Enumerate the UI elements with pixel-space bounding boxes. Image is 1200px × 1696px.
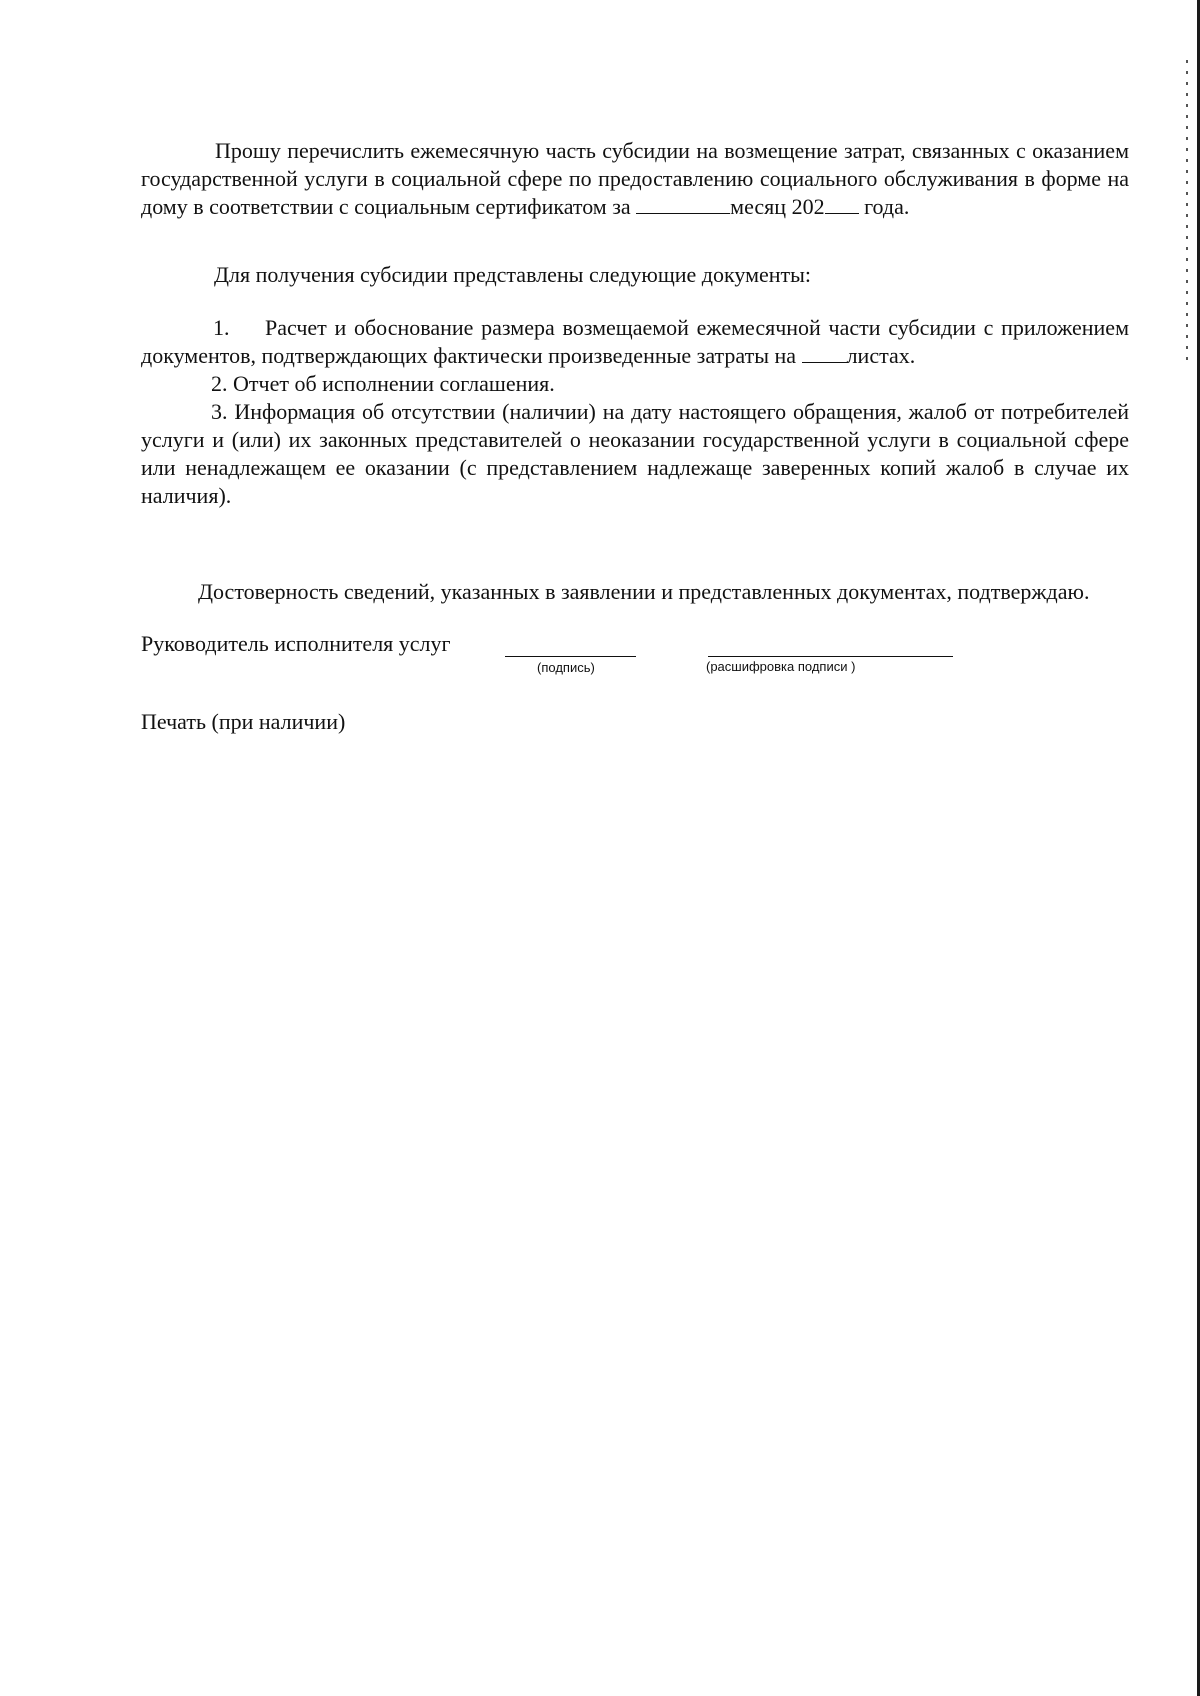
signature-decryption-caption: (расшифровка подписи ) <box>706 659 856 674</box>
signature-block <box>141 624 1129 680</box>
signature-caption: (подпись) <box>537 660 595 675</box>
list-item <box>141 314 1129 370</box>
month-blank <box>636 195 730 214</box>
certification-paragraph: Достоверность сведений, указанных в заявлении и представленных документах, подтверждаю. <box>198 579 1090 604</box>
scan-edge <box>1190 0 1200 1696</box>
sheets-blank <box>802 344 847 363</box>
list-item-number: 1. <box>213 315 230 340</box>
document-body <box>141 137 1129 736</box>
request-text-3: года. <box>858 194 910 219</box>
scan-edge-marks <box>1186 60 1188 360</box>
signature-label: Руководитель исполнителя услуг <box>141 631 451 656</box>
documents-heading: Для получения субсидии представлены следующие документы: <box>214 262 812 287</box>
list-item: 2. Отчет об исполнении соглашения. <box>211 371 555 396</box>
list-item-1-text-1: Расчет и обоснование размера возмещаемой ежемесячной части субсидии с приложением документов, подтверждающих фактически произведенные затраты на <box>141 315 1129 368</box>
signature-line <box>505 656 636 657</box>
year-blank <box>825 195 859 214</box>
stamp-note: Печать (при наличии) <box>141 709 346 734</box>
request-paragraph <box>141 137 1129 221</box>
list-item: 3. Информация об отсутствии (наличии) на дату настоящего обращения, жалоб от потребителей услуги и (или) их законных представителей о неоказании государственной услуги в социальной сфере или ненадлежащем ее оказании (с представлением надлежаще заверенных копий жалоб в случае их наличия). <box>141 399 1129 508</box>
signature-decryption-line <box>708 656 953 657</box>
list-item-1-text-2: листах. <box>846 343 916 368</box>
documents-list <box>141 314 1129 510</box>
request-text-1: Прошу перечислить ежемесячную часть субсидии на возмещение затрат, связанных с оказанием государственной услуги в социальной сфере по предоставлению социального обслуживания в форме на дому в соответствии с социальным сертификатом за <box>141 138 1129 219</box>
request-text-2: месяц 202 <box>730 194 825 219</box>
